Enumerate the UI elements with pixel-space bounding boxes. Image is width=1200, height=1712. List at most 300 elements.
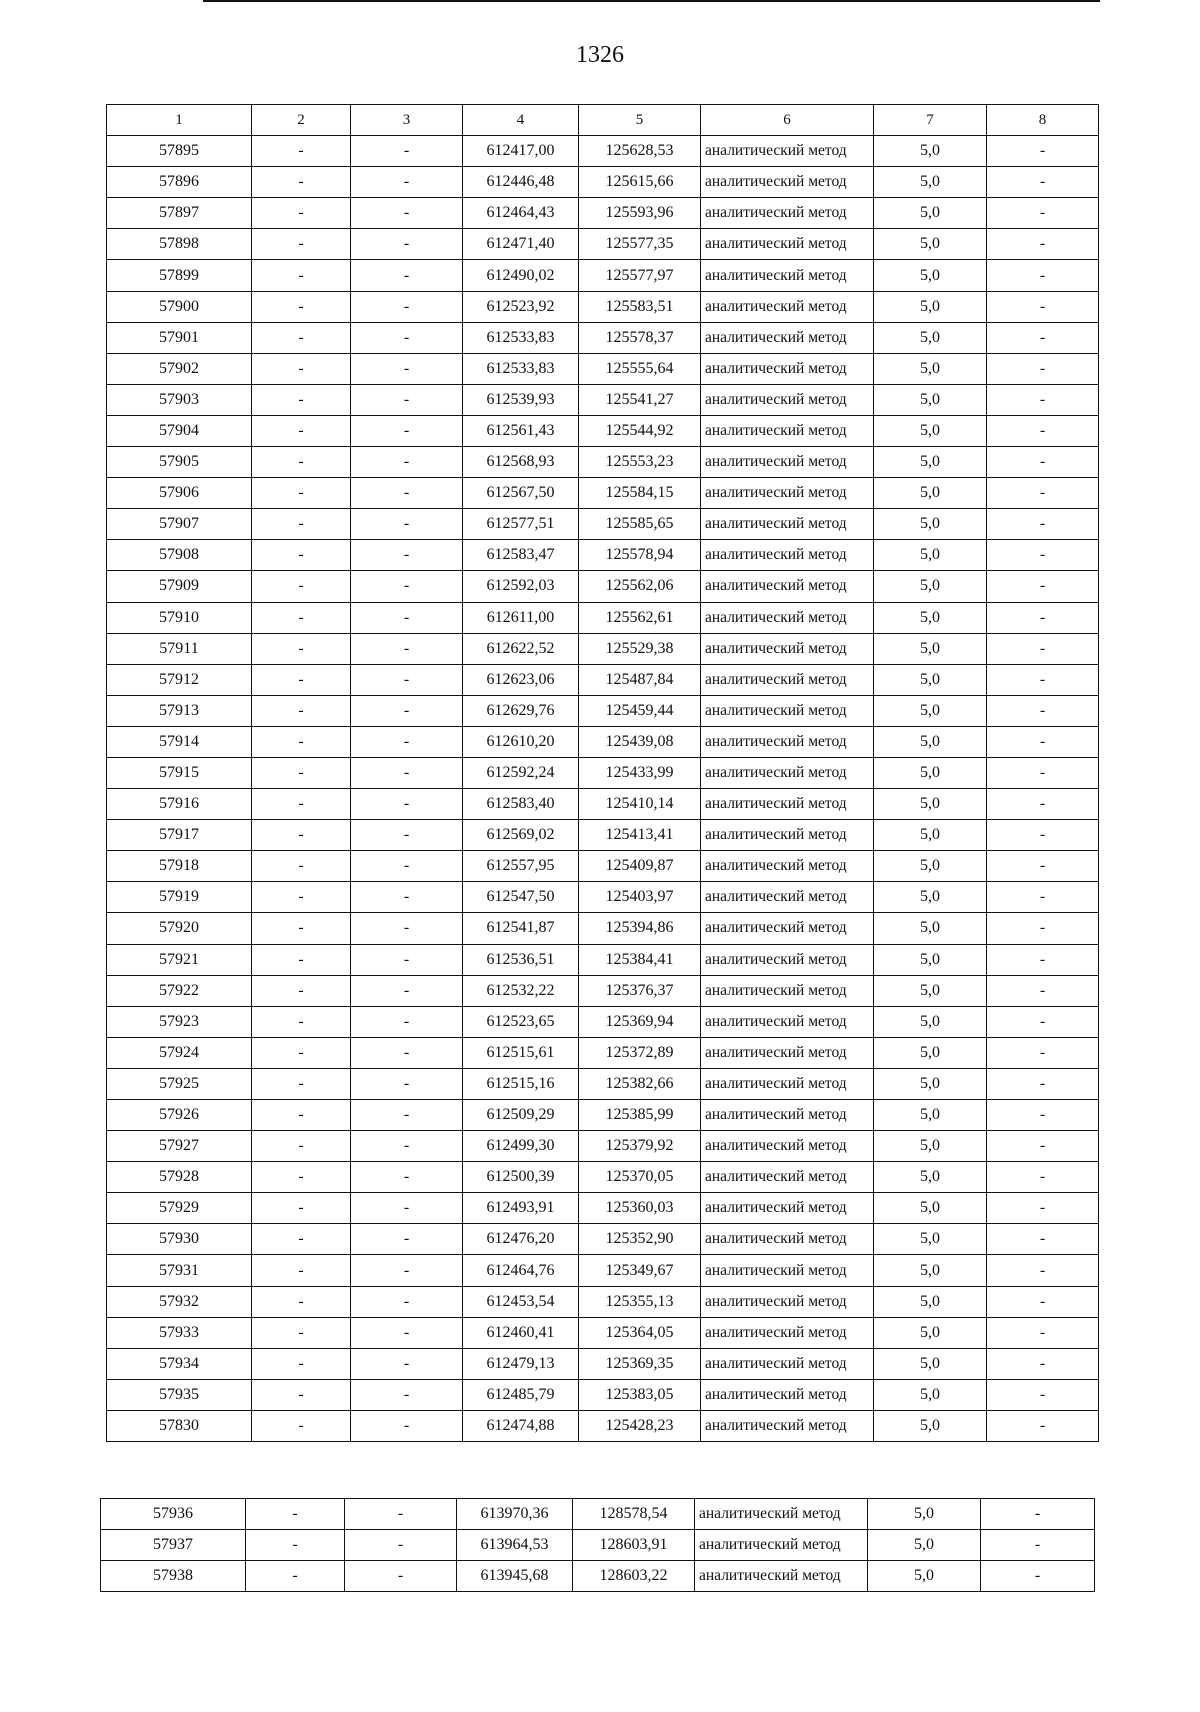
table-cell: 5,0: [868, 1530, 981, 1561]
table-cell: -: [351, 540, 463, 571]
table-cell: аналитический метод: [695, 1530, 868, 1561]
table-row: [107, 944, 1099, 975]
table-cell: 612629,76: [463, 695, 579, 726]
table-cell: -: [981, 1530, 1095, 1561]
table-cell: 5,0: [874, 167, 987, 198]
table-cell: 5,0: [874, 633, 987, 664]
table-row: [107, 1068, 1099, 1099]
table-cell: -: [351, 1068, 463, 1099]
table-cell: 125585,65: [579, 509, 701, 540]
table-cell: -: [252, 975, 351, 1006]
table-cell: 125369,35: [579, 1348, 701, 1379]
table-cell: -: [252, 1068, 351, 1099]
table-cell: аналитический метод: [701, 726, 874, 757]
table-cell: 57907: [107, 509, 252, 540]
table-row: [107, 1379, 1099, 1410]
table-cell: -: [351, 1037, 463, 1068]
table-cell: 5,0: [874, 1037, 987, 1068]
table-cell: -: [351, 820, 463, 851]
table-cell: -: [987, 851, 1099, 882]
table-cell: 57933: [107, 1317, 252, 1348]
table-cell: -: [252, 633, 351, 664]
table-cell: 612471,40: [463, 229, 579, 260]
table-cell: 125369,94: [579, 1006, 701, 1037]
table-cell: -: [351, 571, 463, 602]
table-cell: -: [351, 602, 463, 633]
table-cell: 57927: [107, 1131, 252, 1162]
table-cell: 612610,20: [463, 726, 579, 757]
table-cell: 125553,23: [579, 447, 701, 478]
table-cell: -: [252, 1286, 351, 1317]
table-cell: -: [987, 478, 1099, 509]
table-cell: аналитический метод: [701, 1068, 874, 1099]
table-cell: -: [345, 1530, 457, 1561]
table-cell: 57924: [107, 1037, 252, 1068]
table-cell: 5,0: [874, 291, 987, 322]
table-cell: аналитический метод: [701, 1317, 874, 1348]
table-cell: 612567,50: [463, 478, 579, 509]
table-cell: 57929: [107, 1193, 252, 1224]
table-cell: аналитический метод: [701, 820, 874, 851]
table-cell: 612499,30: [463, 1131, 579, 1162]
table-cell: аналитический метод: [701, 633, 874, 664]
table-cell: -: [252, 1037, 351, 1068]
table-cell: -: [351, 353, 463, 384]
table-cell: 125577,35: [579, 229, 701, 260]
table-cell: -: [252, 602, 351, 633]
table-cell: -: [351, 260, 463, 291]
table-cell: аналитический метод: [701, 1286, 874, 1317]
table-cell: 125379,92: [579, 1131, 701, 1162]
column-header: 4: [463, 105, 579, 136]
table-cell: -: [252, 167, 351, 198]
table-cell: 57930: [107, 1224, 252, 1255]
table-cell: 57928: [107, 1162, 252, 1193]
table-cell: -: [252, 695, 351, 726]
table-cell: 125382,66: [579, 1068, 701, 1099]
table-cell: 5,0: [874, 602, 987, 633]
table-cell: 612417,00: [463, 136, 579, 167]
table-cell: -: [987, 913, 1099, 944]
table-cell: 612536,51: [463, 944, 579, 975]
table-cell: аналитический метод: [701, 478, 874, 509]
table-cell: аналитический метод: [701, 291, 874, 322]
table-cell: аналитический метод: [701, 1006, 874, 1037]
column-header: 1: [107, 105, 252, 136]
table-cell: 5,0: [874, 789, 987, 820]
table-row: [101, 1499, 1095, 1530]
table-cell: -: [987, 944, 1099, 975]
table-row: [107, 198, 1099, 229]
column-header: 3: [351, 105, 463, 136]
table-cell: аналитический метод: [701, 664, 874, 695]
table-cell: -: [351, 1410, 463, 1441]
table-cell: 57906: [107, 478, 252, 509]
table-cell: 612592,24: [463, 757, 579, 788]
top-rule: [203, 0, 1100, 2]
table-cell: 5,0: [874, 851, 987, 882]
table-cell: аналитический метод: [701, 384, 874, 415]
table-cell: 612622,52: [463, 633, 579, 664]
table-cell: -: [252, 447, 351, 478]
table-cell: 612474,88: [463, 1410, 579, 1441]
table-cell: 612523,92: [463, 291, 579, 322]
table-cell: 5,0: [874, 447, 987, 478]
table-cell: аналитический метод: [701, 229, 874, 260]
table-cell: 57935: [107, 1379, 252, 1410]
table-cell: -: [252, 820, 351, 851]
table-cell: 612479,13: [463, 1348, 579, 1379]
table-row: [107, 415, 1099, 446]
table-cell: -: [351, 229, 463, 260]
table-cell: -: [987, 757, 1099, 788]
table-row: [107, 602, 1099, 633]
table-cell: 125584,15: [579, 478, 701, 509]
table-row: [107, 1193, 1099, 1224]
table-cell: 57934: [107, 1348, 252, 1379]
table-cell: 5,0: [874, 509, 987, 540]
table-cell: аналитический метод: [701, 571, 874, 602]
table-cell: -: [351, 975, 463, 1006]
table-cell: -: [351, 198, 463, 229]
table-cell: -: [351, 1193, 463, 1224]
table-cell: 5,0: [874, 540, 987, 571]
table-cell: -: [345, 1499, 457, 1530]
table-cell: -: [987, 975, 1099, 1006]
table-cell: 125555,64: [579, 353, 701, 384]
table-cell: -: [987, 820, 1099, 851]
table-cell: 125562,61: [579, 602, 701, 633]
table-cell: 57898: [107, 229, 252, 260]
table-cell: 128578,54: [573, 1499, 695, 1530]
table-cell: -: [252, 789, 351, 820]
table-cell: 57910: [107, 602, 252, 633]
table-cell: -: [987, 1037, 1099, 1068]
table-cell: -: [351, 1162, 463, 1193]
table-cell: 5,0: [874, 1193, 987, 1224]
table-cell: 612476,20: [463, 1224, 579, 1255]
table-cell: 125383,05: [579, 1379, 701, 1410]
table-cell: -: [987, 260, 1099, 291]
table-cell: 612509,29: [463, 1100, 579, 1131]
table-cell: -: [987, 1224, 1099, 1255]
table-cell: -: [351, 757, 463, 788]
table-cell: аналитический метод: [701, 1162, 874, 1193]
table-cell: -: [351, 1379, 463, 1410]
table-cell: 5,0: [874, 198, 987, 229]
table-cell: 5,0: [874, 1348, 987, 1379]
table-cell: -: [252, 509, 351, 540]
table-cell: -: [252, 757, 351, 788]
table-cell: 5,0: [868, 1499, 981, 1530]
table-cell: 57917: [107, 820, 252, 851]
table-cell: 57900: [107, 291, 252, 322]
table-row: [107, 1286, 1099, 1317]
table-cell: 125578,37: [579, 322, 701, 353]
table-cell: -: [252, 291, 351, 322]
table-cell: -: [987, 664, 1099, 695]
table-cell: 612577,51: [463, 509, 579, 540]
table-cell: -: [987, 882, 1099, 913]
table-cell: -: [987, 1068, 1099, 1099]
table-cell: аналитический метод: [701, 447, 874, 478]
header-row: [107, 105, 1099, 136]
coordinates-table: [106, 104, 1099, 1442]
table-cell: -: [987, 229, 1099, 260]
table-row: [107, 1224, 1099, 1255]
table-cell: 5,0: [874, 882, 987, 913]
table-cell: -: [987, 1379, 1099, 1410]
table-cell: 5,0: [874, 478, 987, 509]
table-cell: 57913: [107, 695, 252, 726]
table-row: [107, 384, 1099, 415]
table-cell: 5,0: [874, 695, 987, 726]
table-row: [107, 478, 1099, 509]
table-row: [107, 664, 1099, 695]
table-cell: -: [987, 1286, 1099, 1317]
table-row: [101, 1561, 1095, 1592]
table-cell: -: [252, 478, 351, 509]
table-cell: 5,0: [874, 353, 987, 384]
table-cell: -: [987, 198, 1099, 229]
table-cell: 125577,97: [579, 260, 701, 291]
table-cell: -: [252, 1410, 351, 1441]
table-cell: -: [345, 1561, 457, 1592]
table-row: [107, 695, 1099, 726]
table-cell: аналитический метод: [701, 1131, 874, 1162]
table-cell: 5,0: [874, 415, 987, 446]
table-cell: -: [351, 1006, 463, 1037]
table-cell: -: [252, 1193, 351, 1224]
column-header: 6: [701, 105, 874, 136]
table-row: [107, 1100, 1099, 1131]
table-cell: 57897: [107, 198, 252, 229]
column-header: 5: [579, 105, 701, 136]
table-cell: 125403,97: [579, 882, 701, 913]
table-cell: 57903: [107, 384, 252, 415]
table-cell: аналитический метод: [701, 695, 874, 726]
table-cell: аналитический метод: [701, 1037, 874, 1068]
table-cell: -: [351, 633, 463, 664]
table-cell: 57925: [107, 1068, 252, 1099]
page-number: 1326: [576, 42, 624, 68]
table-cell: 128603,22: [573, 1561, 695, 1592]
table-cell: -: [246, 1530, 345, 1561]
table-cell: 57899: [107, 260, 252, 291]
table-row: [107, 571, 1099, 602]
table-cell: -: [351, 1317, 463, 1348]
table-cell: -: [351, 291, 463, 322]
table-cell: 5,0: [874, 1068, 987, 1099]
table-cell: аналитический метод: [701, 975, 874, 1006]
table-cell: -: [351, 913, 463, 944]
table-cell: 125394,86: [579, 913, 701, 944]
table-cell: аналитический метод: [701, 540, 874, 571]
table-cell: -: [987, 1006, 1099, 1037]
table-cell: 125385,99: [579, 1100, 701, 1131]
table-cell: аналитический метод: [701, 789, 874, 820]
table-cell: 5,0: [874, 1317, 987, 1348]
table-cell: -: [252, 1131, 351, 1162]
table-cell: -: [252, 540, 351, 571]
table-cell: 5,0: [874, 1131, 987, 1162]
table-cell: -: [987, 291, 1099, 322]
table-cell: 5,0: [874, 726, 987, 757]
table-cell: -: [987, 167, 1099, 198]
table-cell: -: [987, 726, 1099, 757]
table-cell: -: [252, 1317, 351, 1348]
table-cell: аналитический метод: [701, 1224, 874, 1255]
table-cell: -: [351, 1255, 463, 1286]
table-cell: -: [987, 1255, 1099, 1286]
table-cell: -: [351, 1131, 463, 1162]
table-cell: -: [351, 1286, 463, 1317]
table-cell: 57918: [107, 851, 252, 882]
table-cell: -: [987, 571, 1099, 602]
table-row: [107, 322, 1099, 353]
coordinates-table-continuation: [100, 1498, 1095, 1592]
table-cell: -: [351, 509, 463, 540]
table-row: [107, 851, 1099, 882]
table-cell: -: [252, 1162, 351, 1193]
table-cell: 57895: [107, 136, 252, 167]
table-row: [107, 353, 1099, 384]
table-row: [107, 229, 1099, 260]
table-cell: 57908: [107, 540, 252, 571]
table-cell: 125372,89: [579, 1037, 701, 1068]
table-cell: 612561,43: [463, 415, 579, 446]
table-cell: -: [252, 1348, 351, 1379]
table-cell: 125433,99: [579, 757, 701, 788]
table-cell: -: [987, 509, 1099, 540]
table-cell: 5,0: [868, 1561, 981, 1592]
table-cell: 57936: [101, 1499, 246, 1530]
table-row: [107, 757, 1099, 788]
column-header: 8: [987, 105, 1099, 136]
table-cell: -: [987, 384, 1099, 415]
table-cell: -: [252, 1006, 351, 1037]
table-cell: 613970,36: [457, 1499, 573, 1530]
table-cell: -: [252, 571, 351, 602]
table-cell: -: [351, 1224, 463, 1255]
table-cell: аналитический метод: [701, 1348, 874, 1379]
table-cell: 5,0: [874, 1255, 987, 1286]
table-row: [107, 260, 1099, 291]
table-cell: 125628,53: [579, 136, 701, 167]
table-cell: -: [351, 789, 463, 820]
table-cell: 57922: [107, 975, 252, 1006]
column-header: 2: [252, 105, 351, 136]
table-cell: -: [351, 882, 463, 913]
table-cell: 125562,06: [579, 571, 701, 602]
table-cell: -: [987, 1193, 1099, 1224]
table-cell: -: [987, 789, 1099, 820]
table-cell: 5,0: [874, 571, 987, 602]
table-cell: 57911: [107, 633, 252, 664]
table-cell: 5,0: [874, 322, 987, 353]
table-row: [107, 913, 1099, 944]
table-row: [107, 1317, 1099, 1348]
table-cell: 125428,23: [579, 1410, 701, 1441]
table-cell: -: [351, 695, 463, 726]
table-cell: -: [252, 882, 351, 913]
table-cell: 612523,65: [463, 1006, 579, 1037]
table-row: [107, 789, 1099, 820]
table-row: [107, 167, 1099, 198]
table-cell: аналитический метод: [701, 913, 874, 944]
table-cell: 125439,08: [579, 726, 701, 757]
table-row: [107, 975, 1099, 1006]
table-cell: 125384,41: [579, 944, 701, 975]
table-cell: 125355,13: [579, 1286, 701, 1317]
table-cell: 612592,03: [463, 571, 579, 602]
table-cell: 612583,40: [463, 789, 579, 820]
table-cell: 57915: [107, 757, 252, 788]
table-cell: -: [252, 664, 351, 695]
table-cell: -: [252, 1255, 351, 1286]
table-cell: 613964,53: [457, 1530, 573, 1561]
table-row: [107, 1255, 1099, 1286]
table-row: [107, 136, 1099, 167]
table-cell: -: [351, 136, 463, 167]
table-cell: 125541,27: [579, 384, 701, 415]
table-cell: 57905: [107, 447, 252, 478]
table-cell: аналитический метод: [701, 1410, 874, 1441]
table-row: [101, 1530, 1095, 1561]
table-cell: 57912: [107, 664, 252, 695]
table-cell: 57920: [107, 913, 252, 944]
table-cell: 5,0: [874, 260, 987, 291]
table-cell: 612539,93: [463, 384, 579, 415]
table-cell: -: [987, 353, 1099, 384]
table-cell: -: [981, 1561, 1095, 1592]
table-cell: 612515,16: [463, 1068, 579, 1099]
table-cell: аналитический метод: [701, 198, 874, 229]
table-cell: -: [987, 322, 1099, 353]
table-cell: 125459,44: [579, 695, 701, 726]
table-cell: -: [981, 1499, 1095, 1530]
table-cell: 5,0: [874, 1410, 987, 1441]
table-cell: 57914: [107, 726, 252, 757]
table-cell: -: [351, 944, 463, 975]
table-cell: 125364,05: [579, 1317, 701, 1348]
table-cell: 5,0: [874, 1100, 987, 1131]
table-cell: -: [252, 322, 351, 353]
table-row: [107, 1410, 1099, 1441]
table-cell: -: [246, 1561, 345, 1592]
table-cell: -: [987, 602, 1099, 633]
table-cell: 57919: [107, 882, 252, 913]
table-row: [107, 540, 1099, 571]
table-cell: 128603,91: [573, 1530, 695, 1561]
table-cell: аналитический метод: [701, 322, 874, 353]
table-cell: 612453,54: [463, 1286, 579, 1317]
table-cell: -: [252, 944, 351, 975]
table-cell: -: [252, 415, 351, 446]
table-cell: -: [987, 447, 1099, 478]
table-cell: 125376,37: [579, 975, 701, 1006]
table-cell: -: [351, 1348, 463, 1379]
table-cell: 57923: [107, 1006, 252, 1037]
table-row: [107, 633, 1099, 664]
table-cell: 57921: [107, 944, 252, 975]
table-cell: 5,0: [874, 384, 987, 415]
table-cell: аналитический метод: [701, 882, 874, 913]
table-row: [107, 820, 1099, 851]
table-cell: аналитический метод: [701, 136, 874, 167]
table-cell: -: [987, 1410, 1099, 1441]
table-cell: 612490,02: [463, 260, 579, 291]
